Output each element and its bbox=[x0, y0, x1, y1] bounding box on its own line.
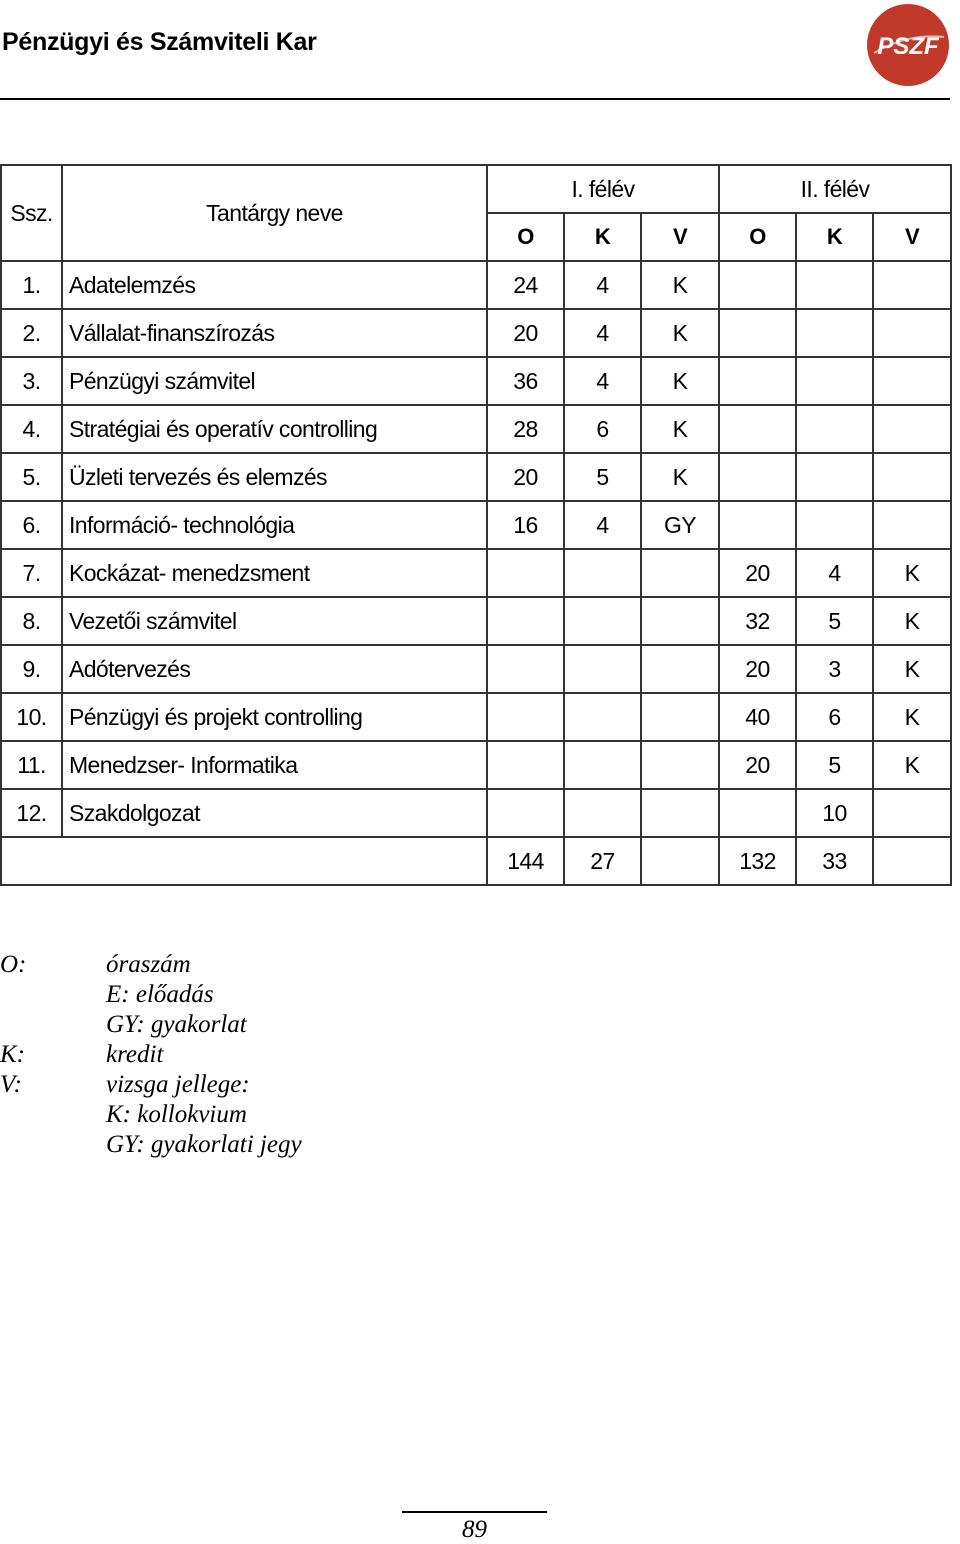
page-header-title: Pénzügyi és Számviteli Kar bbox=[2, 28, 317, 56]
exam-sem2 bbox=[873, 261, 951, 309]
page-number-rule bbox=[402, 1511, 547, 1513]
legend-value: óraszám bbox=[106, 951, 191, 978]
exam-sem1 bbox=[641, 741, 719, 789]
header-semester-1: I. félév bbox=[487, 165, 719, 213]
table-row bbox=[1, 261, 951, 309]
header-subject-name: Tantárgy neve bbox=[62, 165, 487, 261]
row-number: 6. bbox=[1, 501, 62, 549]
legend-value: GY: gyakorlat bbox=[106, 1011, 247, 1038]
table-row bbox=[1, 789, 951, 837]
exam-sem2 bbox=[873, 453, 951, 501]
exam-sem2 bbox=[873, 309, 951, 357]
credits-sem1: 6 bbox=[564, 405, 641, 453]
credits-sem2: 6 bbox=[796, 693, 873, 741]
row-number: 2. bbox=[1, 309, 62, 357]
hours-sem2 bbox=[719, 261, 796, 309]
credits-sem1: 5 bbox=[564, 453, 641, 501]
total-hours-sem1: 144 bbox=[487, 837, 564, 885]
credits-sem2: 5 bbox=[796, 597, 873, 645]
table-header-row bbox=[1, 165, 951, 213]
exam-sem1: K bbox=[641, 453, 719, 501]
hours-sem1 bbox=[487, 789, 564, 837]
legend-value: E: előadás bbox=[106, 981, 214, 1008]
hours-sem1 bbox=[487, 549, 564, 597]
credits-sem2 bbox=[796, 405, 873, 453]
row-number: 1. bbox=[1, 261, 62, 309]
credits-sem2: 3 bbox=[796, 645, 873, 693]
totals-row bbox=[1, 837, 951, 885]
header-ssz: Ssz. bbox=[1, 165, 62, 261]
credits-sem2: 5 bbox=[796, 741, 873, 789]
table-row bbox=[1, 645, 951, 693]
hours-sem1 bbox=[487, 597, 564, 645]
subject-name: Adatelemzés bbox=[62, 261, 487, 309]
hours-sem2: 20 bbox=[719, 549, 796, 597]
credits-sem1 bbox=[564, 645, 641, 693]
exam-sem1: K bbox=[641, 261, 719, 309]
hours-sem1: 16 bbox=[487, 501, 564, 549]
exam-sem2: K bbox=[873, 645, 951, 693]
table-row bbox=[1, 357, 951, 405]
total-exam-sem1 bbox=[641, 837, 719, 885]
exam-sem2 bbox=[873, 405, 951, 453]
exam-sem2: K bbox=[873, 693, 951, 741]
credits-sem1 bbox=[564, 597, 641, 645]
header-semester-2: II. félév bbox=[719, 165, 951, 213]
row-number: 7. bbox=[1, 549, 62, 597]
row-number: 11. bbox=[1, 741, 62, 789]
exam-sem1: K bbox=[641, 357, 719, 405]
hours-sem1 bbox=[487, 741, 564, 789]
subheader-v2: V bbox=[873, 213, 951, 261]
exam-sem1 bbox=[641, 693, 719, 741]
table-row bbox=[1, 741, 951, 789]
legend-key: V: bbox=[0, 1071, 22, 1098]
exam-sem1 bbox=[641, 597, 719, 645]
credits-sem1: 4 bbox=[564, 357, 641, 405]
hours-sem1: 24 bbox=[487, 261, 564, 309]
credits-sem2 bbox=[796, 309, 873, 357]
credits-sem2: 10 bbox=[796, 789, 873, 837]
row-number: 4. bbox=[1, 405, 62, 453]
hours-sem1: 20 bbox=[487, 453, 564, 501]
exam-sem2: K bbox=[873, 741, 951, 789]
exam-sem2 bbox=[873, 501, 951, 549]
table-row bbox=[1, 549, 951, 597]
exam-sem1: GY bbox=[641, 501, 719, 549]
subject-name: Információ- technológia bbox=[62, 501, 487, 549]
exam-sem1: K bbox=[641, 405, 719, 453]
totals-empty-name bbox=[62, 837, 487, 885]
credits-sem1: 4 bbox=[564, 261, 641, 309]
page-number: 89 bbox=[462, 1516, 487, 1543]
exam-sem2: K bbox=[873, 597, 951, 645]
subject-name: Adótervezés bbox=[62, 645, 487, 693]
exam-sem2 bbox=[873, 789, 951, 837]
hours-sem1 bbox=[487, 645, 564, 693]
exam-sem2 bbox=[873, 357, 951, 405]
hours-sem2: 20 bbox=[719, 645, 796, 693]
row-number: 10. bbox=[1, 693, 62, 741]
exam-sem1 bbox=[641, 549, 719, 597]
subject-name: Kockázat- menedzsment bbox=[62, 549, 487, 597]
pszf-logo bbox=[866, 3, 950, 87]
total-credits-sem2: 33 bbox=[796, 837, 873, 885]
exam-sem1 bbox=[641, 789, 719, 837]
hours-sem2: 32 bbox=[719, 597, 796, 645]
total-credits-sem1: 27 bbox=[564, 837, 641, 885]
credits-sem2 bbox=[796, 501, 873, 549]
hours-sem2 bbox=[719, 405, 796, 453]
credits-sem2: 4 bbox=[796, 549, 873, 597]
hours-sem2 bbox=[719, 453, 796, 501]
subject-name: Stratégiai és operatív controlling bbox=[62, 405, 487, 453]
legend-value: K: kollokvium bbox=[106, 1101, 247, 1128]
subheader-k2: K bbox=[796, 213, 873, 261]
subject-name: Pénzügyi számvitel bbox=[62, 357, 487, 405]
credits-sem1: 4 bbox=[564, 501, 641, 549]
hours-sem2 bbox=[719, 357, 796, 405]
subject-name: Üzleti tervezés és elemzés bbox=[62, 453, 487, 501]
credits-sem1 bbox=[564, 549, 641, 597]
subject-name: Vezetői számvitel bbox=[62, 597, 487, 645]
hours-sem2 bbox=[719, 789, 796, 837]
total-hours-sem2: 132 bbox=[719, 837, 796, 885]
exam-sem1: K bbox=[641, 309, 719, 357]
credits-sem1 bbox=[564, 741, 641, 789]
credits-sem2 bbox=[796, 357, 873, 405]
legend-value: vizsga jellege: bbox=[106, 1071, 250, 1098]
credits-sem2 bbox=[796, 453, 873, 501]
subject-name: Szakdolgozat bbox=[62, 789, 487, 837]
subheader-k1: K bbox=[564, 213, 641, 261]
exam-sem2: K bbox=[873, 549, 951, 597]
credits-sem1: 4 bbox=[564, 309, 641, 357]
table-row bbox=[1, 501, 951, 549]
legend-key: O: bbox=[0, 951, 27, 978]
hours-sem1: 28 bbox=[487, 405, 564, 453]
subject-name: Pénzügyi és projekt controlling bbox=[62, 693, 487, 741]
legend-value: kredit bbox=[106, 1041, 164, 1068]
table-row bbox=[1, 405, 951, 453]
total-exam-sem2 bbox=[873, 837, 951, 885]
legend-value: GY: gyakorlati jegy bbox=[106, 1131, 302, 1158]
totals-empty-ssz bbox=[1, 837, 62, 885]
curriculum-table bbox=[0, 164, 952, 886]
table-row bbox=[1, 453, 951, 501]
hours-sem1: 36 bbox=[487, 357, 564, 405]
hours-sem2: 40 bbox=[719, 693, 796, 741]
credits-sem2 bbox=[796, 261, 873, 309]
hours-sem2 bbox=[719, 501, 796, 549]
row-number: 12. bbox=[1, 789, 62, 837]
credits-sem1 bbox=[564, 789, 641, 837]
subheader-v1: V bbox=[641, 213, 719, 261]
hours-sem2 bbox=[719, 309, 796, 357]
subject-name: Vállalat-finanszírozás bbox=[62, 309, 487, 357]
hours-sem2: 20 bbox=[719, 741, 796, 789]
exam-sem1 bbox=[641, 645, 719, 693]
subheader-o1: O bbox=[487, 213, 564, 261]
row-number: 9. bbox=[1, 645, 62, 693]
row-number: 8. bbox=[1, 597, 62, 645]
table-row bbox=[1, 597, 951, 645]
hours-sem1: 20 bbox=[487, 309, 564, 357]
table-row bbox=[1, 309, 951, 357]
header-divider bbox=[0, 98, 950, 100]
row-number: 3. bbox=[1, 357, 62, 405]
hours-sem1 bbox=[487, 693, 564, 741]
credits-sem1 bbox=[564, 693, 641, 741]
logo-text: PSZF bbox=[877, 33, 939, 60]
row-number: 5. bbox=[1, 453, 62, 501]
legend-key: K: bbox=[0, 1041, 25, 1068]
subject-name: Menedzser- Informatika bbox=[62, 741, 487, 789]
subheader-o2: O bbox=[719, 213, 796, 261]
table-row bbox=[1, 693, 951, 741]
